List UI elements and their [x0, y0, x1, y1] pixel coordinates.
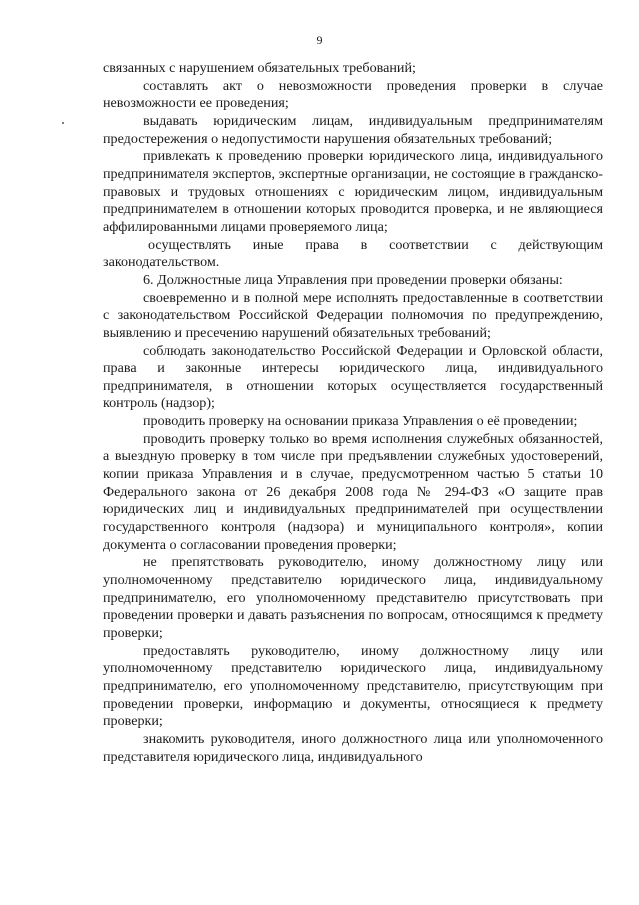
- paragraph-section-6-heading: 6. Должностные лица Управления при проведении проверки обязаны:: [143, 271, 563, 288]
- paragraph-not-obstruct: не препятствовать руководителю, иному должностному лицу или уполномоченному представителю юридического лица, индивидуальному предпринимателю, его уполномоченному представителю присутствовать при проведении проверки и давать разъяснения по вопросам, относящимся к предмету проверки;: [103, 554, 603, 641]
- paragraph-acquaint: знакомить руководителя, иного должностного лица или уполномоченного представителя юридического лица, индивидуального: [103, 730, 603, 765]
- paragraph-issue-warnings: выдавать юридическим лицам, индивидуальным предпринимателям предостережения о недопустимости нарушения обязательных требований;: [103, 112, 603, 147]
- paragraph-inspect-by-order: проводить проверку на основании приказа Управления о её проведении;: [143, 413, 578, 430]
- paragraph-other-rights: осуществлять иные права в соответствии с действующим законодательством.: [103, 236, 603, 271]
- paragraph-continuation: связанных с нарушением обязательных требований;: [103, 60, 416, 76]
- margin-mark: [62, 122, 64, 124]
- paragraph-observe-law: соблюдать законодательство Российской Федерации и Орловской области, права и законные интересы юридического лица, индивидуального предпринимателя, в отношении которых осуществляется государственный контроль (надзор);: [103, 342, 603, 412]
- paragraph-draw-up-act: составлять акт о невозможности проведения проверки в случае невозможности ее проведения;: [103, 77, 603, 112]
- document-body: [103, 60, 603, 766]
- paragraph-inspect-during-duties: проводить проверку только во время исполнения служебных обязанностей, а выездную проверку в том числе при предъявлении служебных удостоверений, копии приказа Управления и в случае, предусмотренном частью 5 статьи 10 Федерального закона от 26 декабря 2008 года № 294-ФЗ «О защите прав юридических лиц и индивидуальных предпринимателей при осуществлении государственного контроля (надзора) и муниципального контроля», копии документа о согласовании проведения проверки;: [103, 430, 603, 553]
- paragraph-provide-information: предоставлять руководителю, иному должностному лицу или уполномоченному представителю юридического лица, индивидуальному предпринимателю, его уполномоченному представителю, присутствующим при проведении проверки, информацию и документы, относящиеся к предмету проверки;: [103, 642, 603, 730]
- paragraph-involve-experts: привлекать к проведению проверки юридического лица, индивидуального предпринимателя экспертов, экспертные организации, не состоящие в гражданско-правовых и трудовых отношениях с юридическим лицом, индивидуальным предпринимателем в отношении которых проводится проверка, и не являющиеся аффилированными лицами проверяемого лица;: [103, 148, 603, 235]
- paragraph-execute-powers: своевременно и в полной мере исполнять предоставленные в соответствии с законодательством Российской Федерации полномочия по предупреждению, выявлению и пресечению нарушений обязательных требований;: [103, 289, 603, 341]
- page-number: 9: [316, 33, 323, 47]
